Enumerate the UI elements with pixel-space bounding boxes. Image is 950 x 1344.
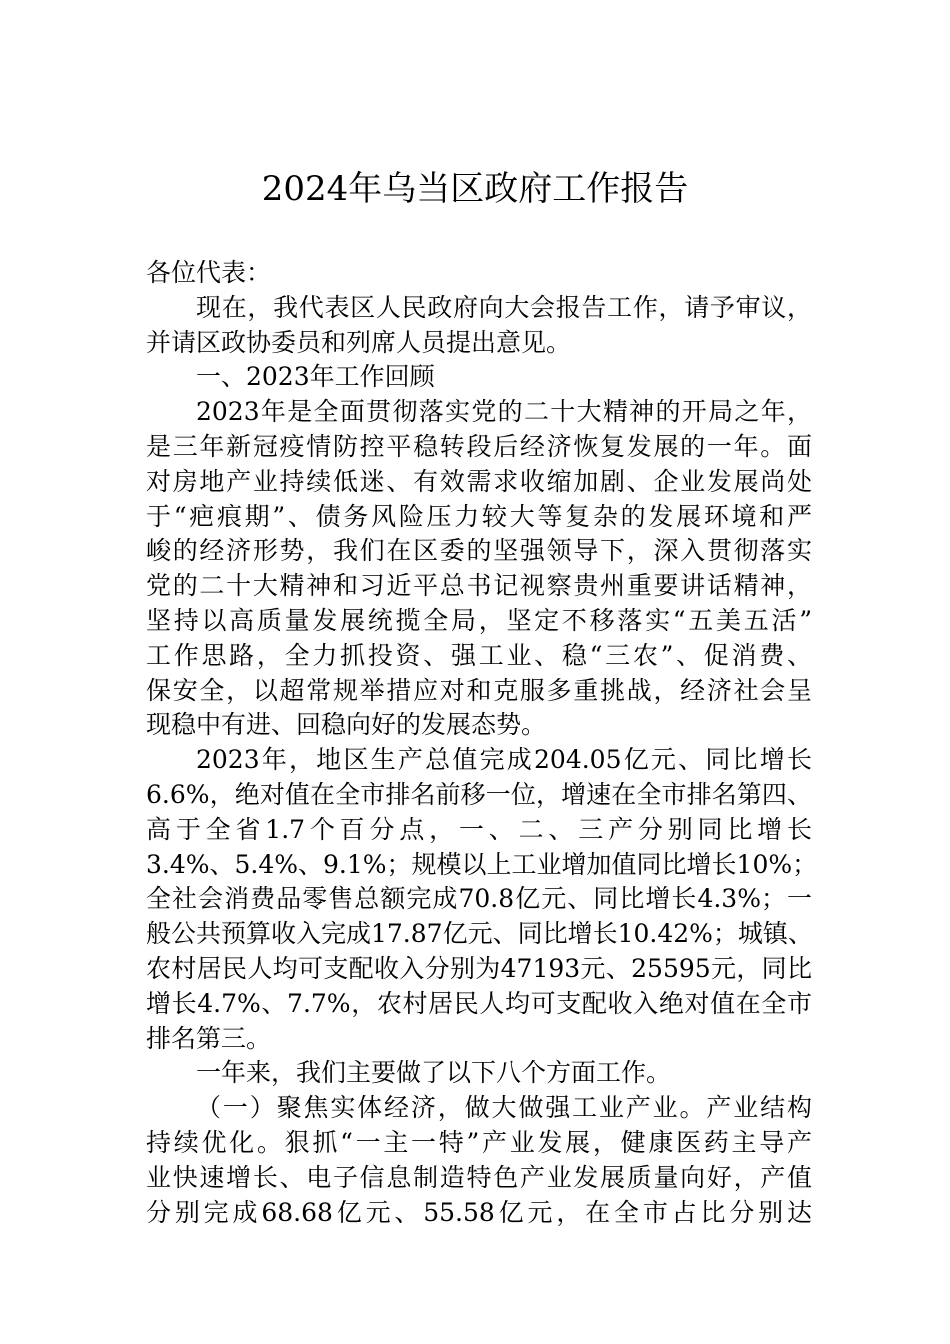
text-line: 6.6%，绝对值在全市排名前移一位，增速在全市排名第四、 <box>146 779 812 809</box>
text-line: 现在，我代表区人民政府向大会报告工作，请予审议， <box>196 292 812 322</box>
document-title: 2024年乌当区政府工作报告 <box>261 169 689 209</box>
text-line: 坚持以高质量发展统揽全局，坚定不移落实“五美五活” <box>146 605 812 635</box>
text-line: （一）聚焦实体经济，做大做强工业产业。产业结构 <box>196 1093 812 1123</box>
text-line: 现稳中有进、回稳向好的发展态势。 <box>146 710 547 740</box>
text-line: 排名第三。 <box>146 1023 272 1053</box>
text-line: 工作思路，全力抓投资、强工业、稳“三农”、促消费、 <box>146 640 812 670</box>
text-line: 峻的经济形势，我们在区委的坚强领导下，深入贯彻落实 <box>146 536 812 566</box>
text-line: 增长4.7%、7.7%，农村居民人均可支配收入绝对值在全市 <box>146 988 812 1018</box>
text-line: 业快速增长、电子信息制造特色产业发展质量向好，产值 <box>146 1162 812 1192</box>
text-line: 农村居民人均可支配收入分别为47193元、25595元，同比 <box>146 953 812 983</box>
text-line: 对房地产业持续低迷、有效需求收缩加剧、企业发展尚处 <box>146 466 812 496</box>
text-line: 党的二十大精神和习近平总书记视察贵州重要讲话精神， <box>146 571 812 601</box>
text-line: 高于全省1.7个百分点，一、二、三产分别同比增长 <box>146 814 812 844</box>
text-line: 并请区政协委员和列席人员提出意见。 <box>146 327 572 357</box>
text-line: 于“疤痕期”、债务风险压力较大等复杂的发展环境和严 <box>146 501 812 531</box>
text-line: 一年来，我们主要做了以下八个方面工作。 <box>196 1058 672 1088</box>
text-line: 般公共预算收入完成17.87亿元、同比增长10.42%；城镇、 <box>146 919 813 949</box>
text-line: 全社会消费品零售总额完成70.8亿元、同比增长4.3%；一 <box>146 884 812 914</box>
text-line: 是三年新冠疫情防控平稳转段后经济恢复发展的一年。面 <box>146 431 812 461</box>
text-line: 3.4%、5.4%、9.1%；规模以上工业增加值同比增长10%； <box>146 849 818 879</box>
text-line: 2023年，地区生产总值完成204.05亿元、同比增长 <box>196 745 812 775</box>
text-line: 保安全，以超常规举措应对和克服多重挑战，经济社会呈 <box>146 675 812 705</box>
text-line: 一、2023年工作回顾 <box>196 362 435 392</box>
text-line: 各位代表： <box>146 258 272 287</box>
text-line: 2023年是全面贯彻落实党的二十大精神的开局之年， <box>196 397 812 427</box>
text-line: 持续优化。狠抓“一主一特”产业发展，健康医药主导产 <box>146 1127 812 1157</box>
text-line: 分别完成68.68亿元、55.58亿元，在全市占比分别达 <box>146 1197 812 1227</box>
document-body <box>146 256 818 1230</box>
